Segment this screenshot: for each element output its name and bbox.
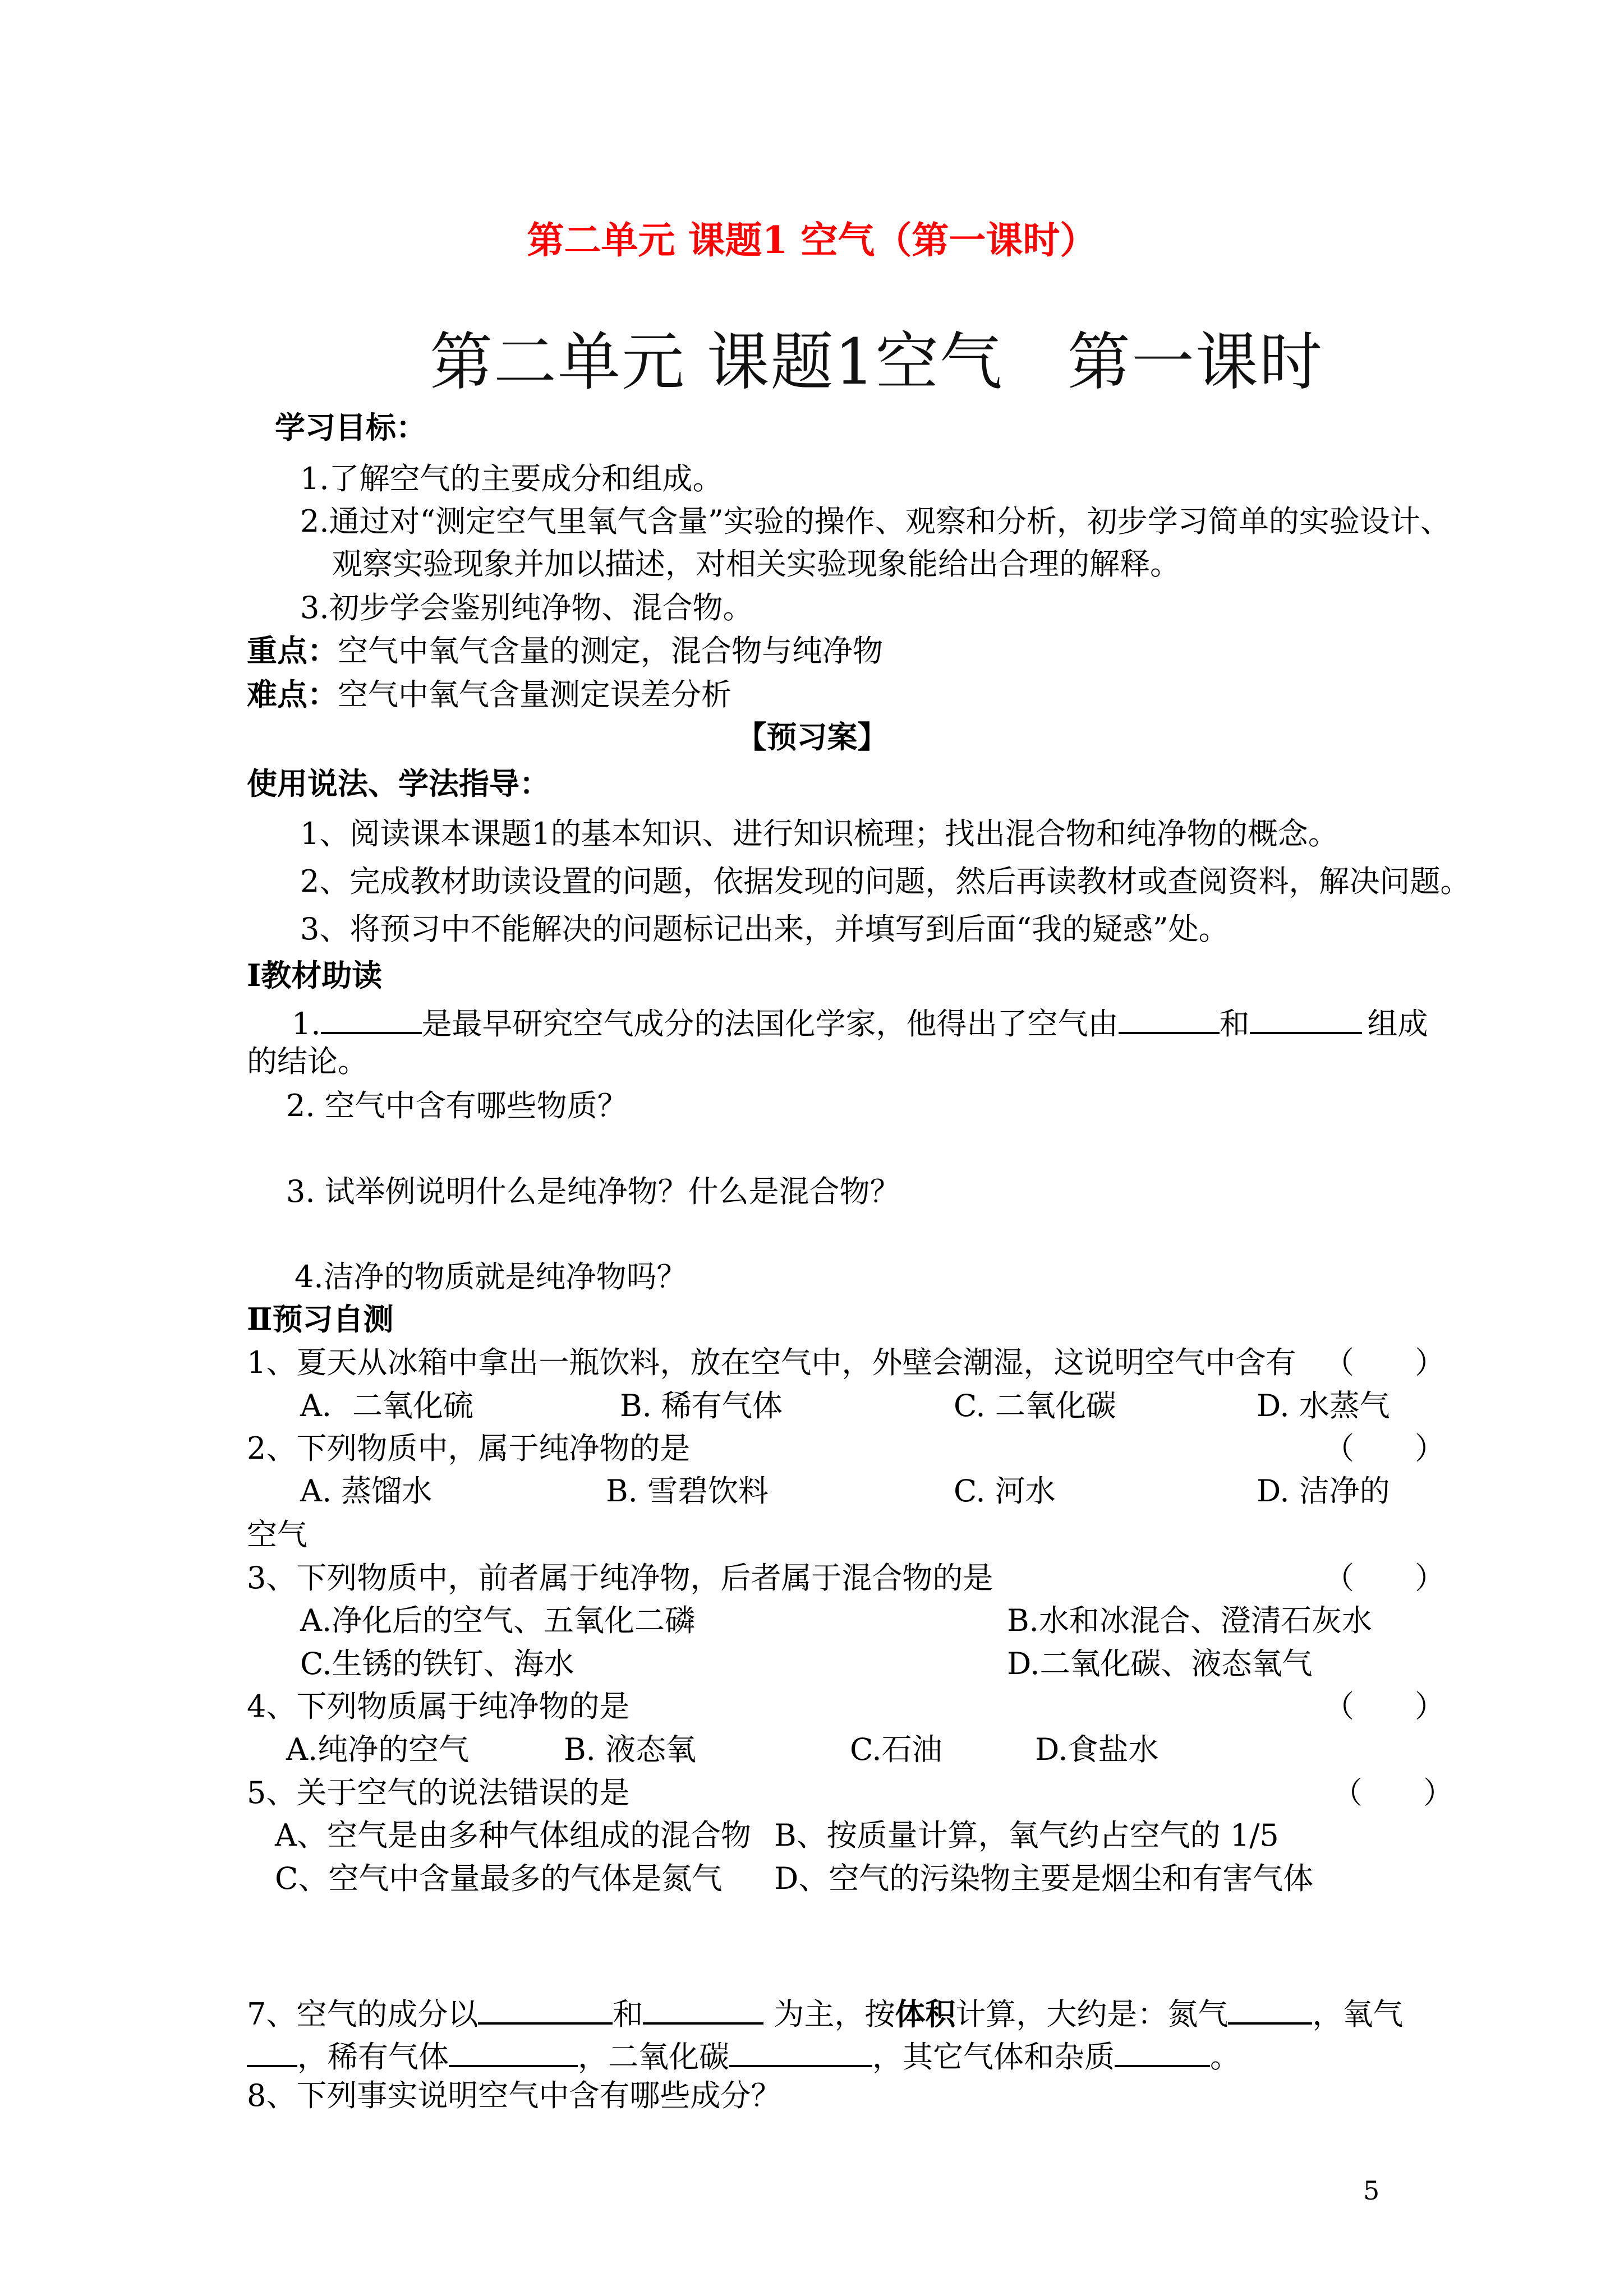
- quiz-q1-option: D. 水蒸气: [1257, 1388, 1390, 1423]
- difficulty: [247, 676, 732, 712]
- quiz-q3-option: C.生锈的铁钉、海水: [300, 1646, 574, 1681]
- q7-text: 和: [613, 1997, 643, 2032]
- quiz-q1-option: C. 二氧化碳: [954, 1388, 1116, 1423]
- quiz-q5-option: C、空气中含量最多的气体是氮气: [275, 1861, 723, 1896]
- fill-blank[interactable]: [729, 2037, 872, 2067]
- q1-end: 组成: [1367, 1006, 1428, 1041]
- q7-text: 为主，按: [774, 1997, 895, 2032]
- guide-item: 1、阅读课本课题1的基本知识、进行知识梳理；找出混合物和纯净物的概念。: [300, 816, 1338, 851]
- quiz-q5-option: A、空气是由多种气体组成的混合物: [275, 1818, 751, 1853]
- objective-item: 2.通过对“测定空气里氧气含量”实验的操作、观察和分析，初步学习简单的实验设计、: [300, 504, 1451, 539]
- q1-and: 和: [1219, 1006, 1250, 1041]
- q7-bold-volume: 体积: [895, 1996, 956, 2032]
- section1-heading: Ⅰ教材助读: [247, 957, 383, 993]
- answer-paren[interactable]: （ ）: [1324, 1689, 1445, 1724]
- quiz-q4-option: B. 液态氧: [564, 1732, 697, 1767]
- q1-mid: 是最早研究空气成分的法国化学家，他得出了空气由: [421, 1006, 1119, 1041]
- fill-blank[interactable]: [643, 1994, 763, 2025]
- quiz-q2-option: D. 洁净的: [1257, 1473, 1390, 1509]
- fill-blank[interactable]: [1228, 1994, 1312, 2025]
- section1-q1-line2: 的结论。: [247, 1044, 368, 1079]
- quiz-q2-option: A. 蒸馏水: [300, 1473, 433, 1509]
- q1-prefix: 1.: [292, 1006, 321, 1041]
- lesson-banner: [0, 326, 1624, 399]
- section1-q3: 3. 试举例说明什么是纯净物？什么是混合物？: [286, 1174, 900, 1209]
- guide-item: 2、完成教材助读设置的问题，依据发现的问题，然后再读教材或查阅资料，解决问题。: [300, 864, 1471, 899]
- quiz-q4-option: A.纯净的空气: [286, 1732, 470, 1767]
- difficulty-label: 难点：: [247, 676, 338, 712]
- q7-text: 7、空气的成分以: [247, 1997, 479, 2032]
- fill-blank[interactable]: [247, 2037, 297, 2067]
- objective-item: 观察实验现象并加以描述，对相关实验现象能给出合理的解释。: [332, 546, 1180, 582]
- section1-q1: [292, 1004, 1428, 1039]
- preview-title: 【预习案】: [736, 719, 888, 755]
- q7-text: ，二氧化碳: [578, 2039, 729, 2074]
- quiz-q5-option: B、按质量计算，氧气约占空气的 1/5: [774, 1818, 1279, 1853]
- fill-blank[interactable]: [449, 2037, 578, 2067]
- quiz-q5-option: D、空气的污染物主要是烟尘和有害气体: [774, 1861, 1314, 1896]
- section2-heading: Ⅱ预习自测: [247, 1301, 394, 1337]
- fill-blank[interactable]: [478, 1994, 613, 2025]
- quiz-q2-option: C. 河水: [954, 1473, 1056, 1509]
- quiz-q2-option: B. 雪碧饮料: [606, 1473, 769, 1509]
- quiz-q3-option: D.二氧化碳、液态氧气: [1007, 1646, 1313, 1681]
- quiz-q4: 4、下列物质属于纯净物的是: [247, 1689, 630, 1724]
- section1-q4: 4.洁净的物质就是纯净物吗？: [295, 1259, 687, 1294]
- q7-text: ，稀有气体: [297, 2039, 449, 2074]
- objectives-heading: 学习目标：: [275, 409, 426, 445]
- fill-blank[interactable]: [1115, 2037, 1210, 2067]
- quiz-q7-line2: [247, 2037, 1240, 2072]
- quiz-q3-option: B.水和冰混合、澄清石灰水: [1007, 1603, 1372, 1638]
- q7-text: ，其它气体和杂质: [872, 2039, 1115, 2074]
- quiz-q8: 8、下列事实说明空气中含有哪些成分？: [247, 2078, 781, 2113]
- key-point-label: 重点：: [247, 633, 338, 668]
- fill-blank[interactable]: [1250, 1004, 1362, 1034]
- answer-paren[interactable]: （ ）: [1332, 1775, 1453, 1810]
- page-title: 第二单元 课题1 空气（第一课时）: [527, 218, 1097, 262]
- section1-q2: 2. 空气中含有哪些物质？: [286, 1088, 628, 1123]
- guide-heading: 使用说法、学法指导：: [247, 766, 550, 801]
- q7-text: 计算，大约是：氮气: [955, 1997, 1229, 2032]
- answer-paren[interactable]: （ ）: [1324, 1345, 1445, 1380]
- quiz-q3-option: A.净化后的空气、五氧化二磷: [300, 1603, 696, 1638]
- fill-blank[interactable]: [1119, 1004, 1220, 1034]
- page-number: 5: [1363, 2175, 1380, 2206]
- quiz-q4-option: D.食盐水: [1035, 1732, 1159, 1767]
- guide-item: 3、将预习中不能解决的问题标记出来，并填写到后面“我的疑惑”处。: [300, 911, 1229, 947]
- key-point-text: 空气中氧气含量的测定，混合物与纯净物: [338, 633, 883, 668]
- quiz-q1-option: A．二氧化硫: [300, 1388, 473, 1423]
- fill-blank[interactable]: [321, 1004, 422, 1034]
- answer-paren[interactable]: （ ）: [1324, 1431, 1445, 1466]
- quiz-q2-option-wrap: 空气: [247, 1517, 307, 1552]
- quiz-q7-line1: [247, 1994, 1403, 2030]
- quiz-q2: 2、下列物质中，属于纯净物的是: [247, 1431, 691, 1466]
- objective-item: 1.了解空气的主要成分和组成。: [300, 461, 723, 496]
- lesson-banner-text: 第二单元 课题1空气 第一课时: [430, 326, 1323, 399]
- quiz-q3: 3、下列物质中，前者属于纯净物，后者属于混合物的是: [247, 1560, 993, 1596]
- quiz-q4-option: C.石油: [850, 1732, 942, 1767]
- q7-text: 。: [1210, 2039, 1240, 2074]
- quiz-q1: 1、夏天从冰箱中拿出一瓶饮料，放在空气中，外壁会潮湿，这说明空气中含有: [247, 1345, 1296, 1380]
- q7-text: ，氧气: [1312, 1997, 1404, 2032]
- quiz-q5: 5、关于空气的说法错误的是: [247, 1775, 630, 1810]
- answer-paren[interactable]: （ ）: [1324, 1560, 1445, 1596]
- objective-item: 3.初步学会鉴别纯净物、混合物。: [300, 590, 753, 625]
- difficulty-text: 空气中氧气含量测定误差分析: [338, 677, 732, 712]
- key-point: [247, 635, 883, 666]
- quiz-q1-option: B. 稀有气体: [620, 1388, 783, 1423]
